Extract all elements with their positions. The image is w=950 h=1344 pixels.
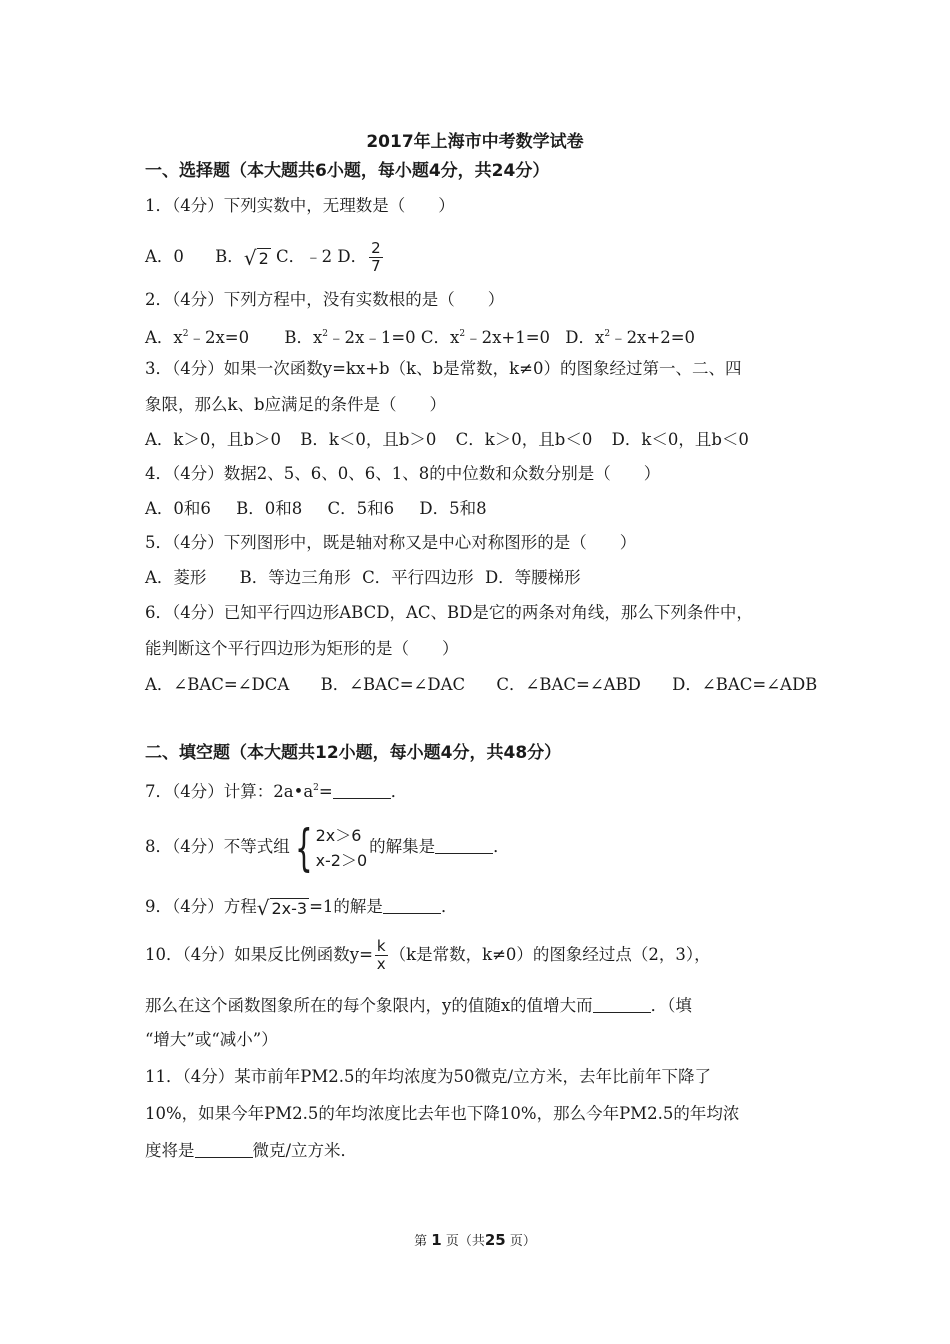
question-3-stem-line2: 象限，那么k、b应满足的条件是（ ） bbox=[145, 395, 447, 414]
sqrt-symbol: √ 2 bbox=[243, 245, 269, 270]
option-a: A．0和6 bbox=[145, 499, 211, 518]
question-3-stem-line1: 3．（4分）如果一次函数y=kx+b（k、b是常数，k≠0）的图象经过第一、二、四 bbox=[145, 359, 742, 378]
question-11-line1: 11．（4分）某市前年PM2.5的年均浓度为50微克/立方米，去年比前年下降了 bbox=[145, 1067, 712, 1086]
option-a: A．0 bbox=[145, 247, 184, 266]
inequality-system: { 2x＞6 x-2＞0 bbox=[294, 818, 368, 877]
section-heading-choice: 一、选择题（本大题共6小题，每小题4分，共24分） bbox=[145, 161, 550, 181]
answer-blank bbox=[383, 897, 441, 914]
question-11-line2: 10%，如果今年PM2.5的年均浓度比去年也下降10%，那么今年PM2.5的年均浓 bbox=[145, 1104, 740, 1123]
section-heading-fill: 二、填空题（本大题共12小题，每小题4分，共48分） bbox=[145, 743, 562, 763]
fraction: $\frac{2}{7}$ bbox=[371, 239, 381, 275]
question-6-options bbox=[145, 674, 817, 696]
option-a: A．菱形 bbox=[145, 568, 207, 587]
option-d: D． $\frac{2}{7}$ bbox=[337, 239, 381, 275]
option-a: A．∠BAC=∠DCA bbox=[145, 675, 290, 694]
answer-blank bbox=[195, 1141, 253, 1158]
question-4-stem: 4．（4分）数据2、5、6、0、6、1、8的中位数和众数分别是（ ） bbox=[145, 464, 661, 483]
question-5-stem: 5．（4分）下列图形中，既是轴对称又是中心对称图形的是（ ） bbox=[145, 533, 637, 552]
option-c: C．∠BAC=∠ABD bbox=[496, 675, 641, 694]
option-c: C．﹣2 bbox=[276, 247, 333, 266]
option-b: B．0和8 bbox=[236, 499, 303, 518]
question-4-options bbox=[145, 498, 487, 520]
option-d: D．5和8 bbox=[419, 499, 487, 518]
option-d: D．等腰梯形 bbox=[484, 568, 581, 587]
question-11-line3: 度将是 微克/立方米． bbox=[145, 1141, 358, 1160]
left-brace: { bbox=[294, 818, 313, 877]
page-number: 1 bbox=[431, 1231, 442, 1249]
option-d: D．∠BAC=∠ADB bbox=[672, 675, 818, 694]
option-c: C．平行四边形 bbox=[362, 568, 474, 587]
page-total: 25 bbox=[484, 1231, 506, 1249]
fraction: $\frac{k}{x}$ bbox=[376, 937, 386, 973]
page-footer: 第 1 页（共25 页） bbox=[414, 1231, 536, 1249]
question-10-line3: “增大”或“减小”） bbox=[145, 1030, 278, 1049]
option-d: D．$x^2﹣2x+2=0$ bbox=[565, 328, 696, 347]
option-b: B． √ 2 bbox=[215, 245, 269, 270]
answer-blank bbox=[435, 837, 493, 854]
option-b: B．$x^2﹣2x﹣1=0$ bbox=[284, 328, 416, 347]
question-2-stem: 2．（4分）下列方程中，没有实数根的是（ ） bbox=[145, 290, 505, 309]
page-title: 2017年上海市中考数学试卷 bbox=[366, 132, 584, 152]
question-1-options bbox=[145, 240, 385, 275]
option-c: C．$x^2﹣2x+1=0$ bbox=[420, 328, 551, 347]
option-b: B．k＜0，且b＞0 bbox=[300, 430, 437, 449]
question-7: 7．（4分）计算：$2a•a^2=$ ． bbox=[145, 782, 408, 801]
question-5-options bbox=[145, 567, 581, 589]
question-10-line1: 10．（4分）如果反比例函数y= $\frac{k}{x}$ （k是常数，k≠0）的图象经过点（2，3）， bbox=[145, 937, 711, 973]
option-c: C．k＞0，且b＜0 bbox=[455, 430, 593, 449]
option-c: C．5和6 bbox=[327, 499, 395, 518]
answer-blank bbox=[593, 996, 651, 1013]
answer-blank bbox=[333, 782, 391, 799]
option-a: A．k＞0，且b＞0 bbox=[145, 430, 281, 449]
option-b: B．等边三角形 bbox=[239, 568, 351, 587]
question-8: 8．（4分）不等式组 { 2x＞6 x-2＞0 的解集是 ． bbox=[145, 818, 510, 877]
sqrt-symbol: √ 2x-3 bbox=[256, 895, 308, 920]
question-3-options bbox=[145, 429, 749, 451]
question-6-stem-line1: 6．（4分）已知平行四边形ABCD，AC、BD是它的两条对角线，那么下列条件中， bbox=[145, 603, 753, 622]
option-a: A．$x^2﹣2x=0$ bbox=[145, 328, 250, 347]
question-1-stem: 1．（4分）下列实数中，无理数是（ ） bbox=[145, 196, 455, 215]
option-b: B．∠BAC=∠DAC bbox=[320, 675, 466, 694]
question-10-line2: 那么在这个函数图象所在的每个象限内，y的值随x的值增大而 ．（填 bbox=[145, 996, 692, 1015]
question-2-options bbox=[145, 323, 695, 349]
option-d: D．k＜0，且b＜0 bbox=[611, 430, 749, 449]
question-6-stem-line2: 能判断这个平行四边形为矩形的是（ ） bbox=[145, 639, 459, 658]
question-9: 9．（4分）方程 √ 2x-3 =1的解是 ． bbox=[145, 895, 458, 920]
